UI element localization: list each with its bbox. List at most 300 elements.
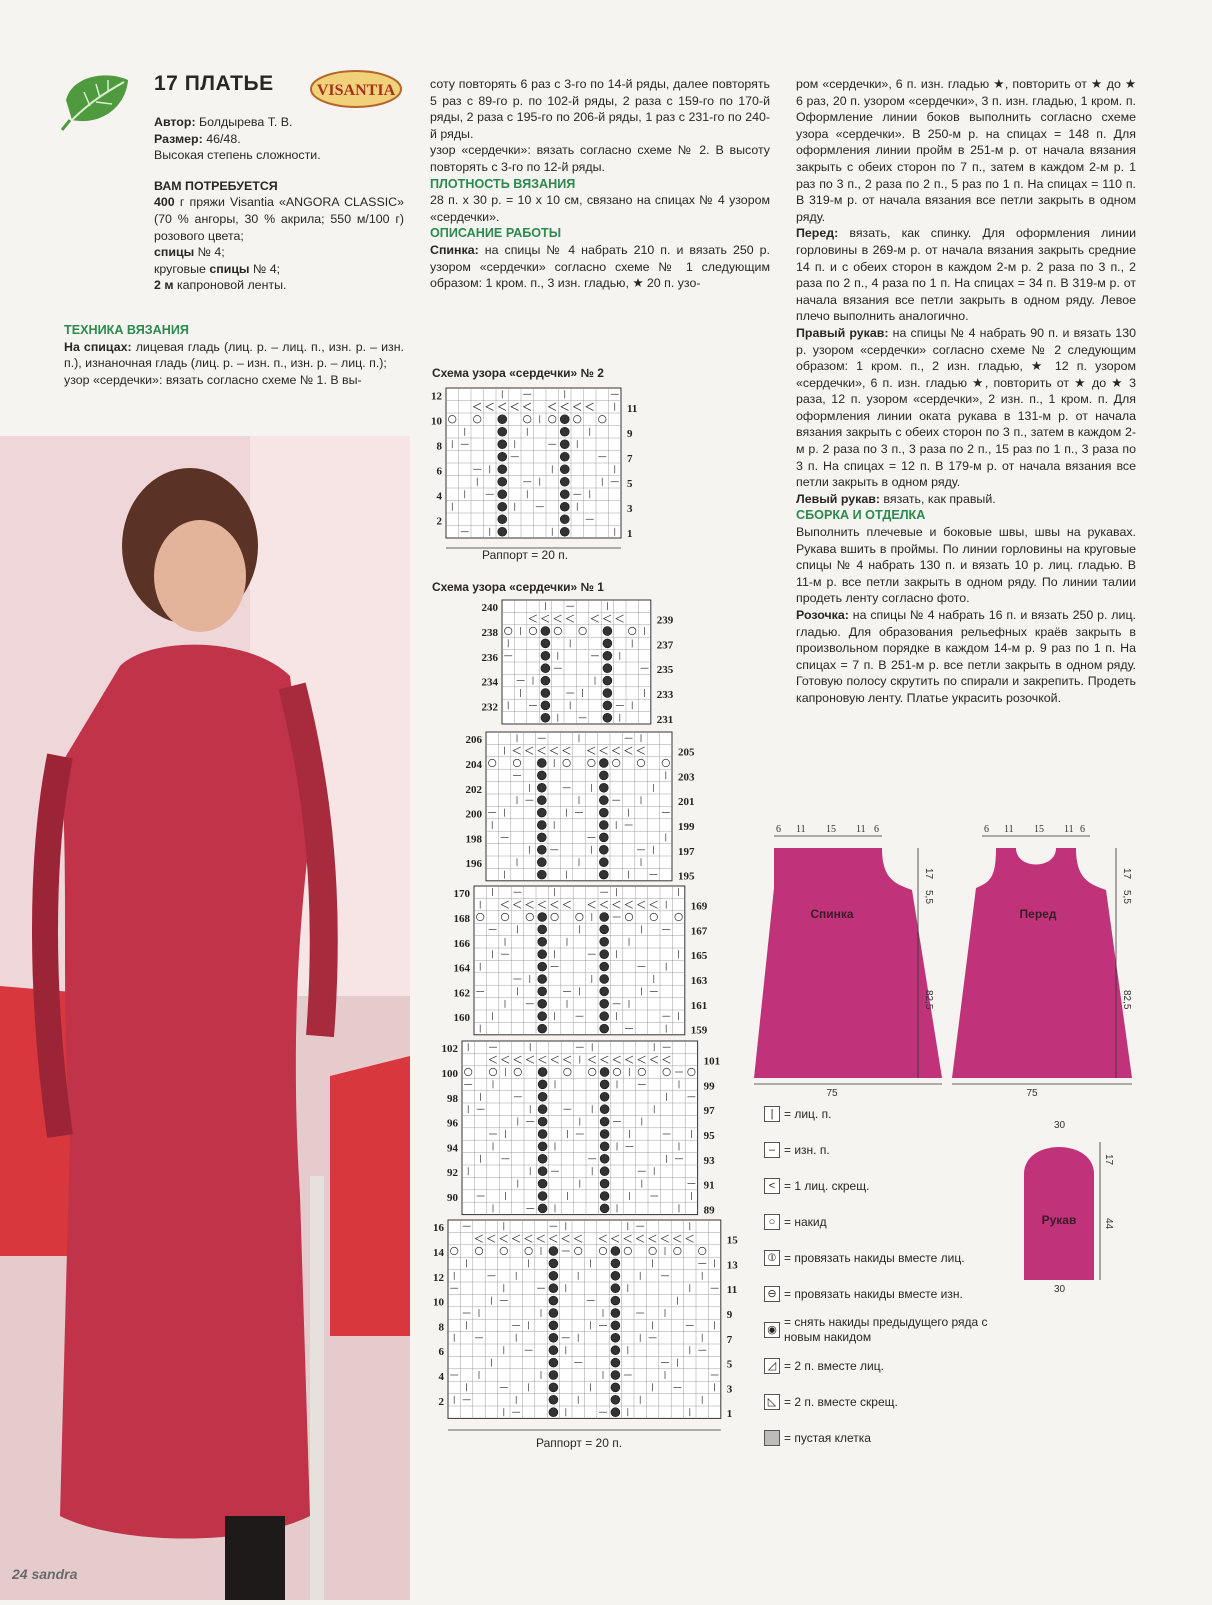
slip-yo-mark xyxy=(560,440,569,449)
chart1-row-label: 97 xyxy=(703,1105,715,1118)
slip-yo-mark xyxy=(538,999,547,1008)
legend-text: = провязать накиды вместе изн. xyxy=(784,1287,963,1301)
slip-yo-mark xyxy=(549,1247,558,1256)
slip-yo-mark xyxy=(537,858,546,867)
slip-yo-mark xyxy=(538,1080,547,1089)
front-schematic xyxy=(946,820,1152,1098)
slip-yo-mark xyxy=(549,1358,558,1367)
slip-yo-mark xyxy=(599,759,608,768)
slip-yo-mark xyxy=(537,783,546,792)
slip-yo-mark xyxy=(600,913,609,922)
slip-yo-mark xyxy=(549,1321,558,1330)
chart1-row-label: 92 xyxy=(447,1167,458,1180)
chart2 xyxy=(424,382,638,567)
column-1-text xyxy=(154,114,404,294)
slip-yo-mark xyxy=(537,808,546,817)
slip-yo-mark xyxy=(611,1309,620,1318)
slip-yo-mark xyxy=(498,527,507,536)
chart1-row-label: 101 xyxy=(703,1055,721,1068)
slip-yo-mark xyxy=(611,1395,620,1404)
model-photo xyxy=(0,436,410,1600)
chart1-row-label: 168 xyxy=(453,912,470,925)
slip-yo-mark xyxy=(560,452,569,461)
brand-logo xyxy=(310,68,402,110)
chart1-row-label: 238 xyxy=(481,626,498,639)
slip-yo-mark xyxy=(538,1204,547,1213)
chart2-repeat: Раппорт = 20 п. xyxy=(482,548,569,562)
chart1-row-label: 89 xyxy=(703,1204,715,1217)
sleeve-label-text: Рукав xyxy=(1041,1213,1077,1227)
slip-yo-mark xyxy=(538,1192,547,1201)
chart1-row-label: 235 xyxy=(656,664,674,677)
knit-yo-together-icon: ⦶ xyxy=(764,1250,780,1266)
slip-yo-mark xyxy=(611,1333,620,1342)
slip-yo-mark xyxy=(549,1271,558,1280)
chart2-row-label: 8 xyxy=(436,440,442,453)
chart1-row-label: 2 xyxy=(438,1395,444,1408)
slip-yo-mark xyxy=(599,771,608,780)
slip-yo-mark xyxy=(538,1167,547,1176)
slip-yo-mark xyxy=(538,1130,547,1139)
legend-row xyxy=(764,1132,1024,1168)
slip-yo-mark xyxy=(600,975,609,984)
density-text: 28 п. х 30 р. = 10 х 10 см, связано на спицах № 4 узором «сердечки». xyxy=(430,193,770,224)
chart1-row-label: 16 xyxy=(433,1222,444,1235)
legend-row xyxy=(764,1312,1024,1348)
yarn-over-icon: ○ xyxy=(764,1214,780,1230)
needles-label: спицы xyxy=(154,245,195,260)
slip-yo-mark xyxy=(603,651,612,660)
slip-yo-mark xyxy=(599,870,608,879)
back-dim-2: 11 xyxy=(796,824,806,835)
front-width: 75 xyxy=(1026,1088,1038,1099)
slip-yo-mark xyxy=(560,515,569,524)
back-side-3: 82,5 xyxy=(923,990,934,1010)
chart1-row-label: 240 xyxy=(481,602,498,615)
slip-yo-mark xyxy=(600,1092,609,1101)
slip-yo-mark xyxy=(611,1371,620,1380)
k2tog-tbl-icon: ◺ xyxy=(764,1394,780,1410)
chart1-row-label: 167 xyxy=(690,925,708,938)
slip-yo-mark xyxy=(538,913,547,922)
slip-yo-mark xyxy=(600,1080,609,1089)
needs-heading: ВАМ ПОТРЕБУЕТСЯ xyxy=(154,178,278,193)
chart1-row-label: 13 xyxy=(726,1259,738,1272)
circular-tail: № 4; xyxy=(249,261,281,276)
slip-yo-mark xyxy=(537,759,546,768)
slip-yo-mark xyxy=(611,1247,620,1256)
chart1-row-label: 199 xyxy=(678,820,695,833)
chart1-row-label: 161 xyxy=(690,999,708,1012)
chart1-row-label: 99 xyxy=(703,1080,715,1093)
slip-yo-mark xyxy=(549,1296,558,1305)
chart1-row-label: 232 xyxy=(481,701,498,714)
page-title: 17 ПЛАТЬЕ xyxy=(154,72,274,95)
chart1-row-label: 10 xyxy=(433,1296,444,1309)
slip-yo-mark xyxy=(538,1024,547,1033)
chart1-row-label: 162 xyxy=(453,987,470,1000)
legend xyxy=(764,1096,1024,1456)
legend-text: = 2 п. вместе скрещ. xyxy=(784,1395,898,1409)
slip-yo-mark xyxy=(498,502,507,511)
chart1-row-label: 205 xyxy=(678,746,695,759)
chart2-row-label: 1 xyxy=(627,527,633,540)
back-dim-4: 11 xyxy=(856,824,866,835)
chart1-row-label: 166 xyxy=(453,937,470,950)
slip-yo-mark xyxy=(560,427,569,436)
slip-yo-mark xyxy=(560,465,569,474)
ribbon-amount: 2 м xyxy=(154,278,174,293)
chart1-row-label: 231 xyxy=(656,713,674,726)
chart1-row-label: 233 xyxy=(656,688,674,701)
slip-yo-mark xyxy=(600,1117,609,1126)
chart1-row-label: 7 xyxy=(726,1333,733,1346)
rose-label: Розочка: xyxy=(796,608,849,622)
slip-yo-mark xyxy=(538,950,547,959)
slip-yo-mark xyxy=(549,1284,558,1293)
slip-yo-mark xyxy=(538,1068,547,1077)
slip-yo-mark xyxy=(599,821,608,830)
slip-yo-mark xyxy=(541,689,550,698)
empty-cell-icon xyxy=(764,1430,780,1446)
slip-yo-mark xyxy=(549,1333,558,1342)
back-side-2: 5,5 xyxy=(923,890,934,904)
slip-yo-mark xyxy=(600,962,609,971)
chart2-row-label: 6 xyxy=(436,465,442,478)
slip-yo-mark xyxy=(600,987,609,996)
slip-yo-mark xyxy=(599,783,608,792)
size-label: Размер: xyxy=(154,131,203,146)
legend-text: = лиц. п. xyxy=(784,1107,832,1121)
slip-yo-mark xyxy=(611,1383,620,1392)
chart1-grid xyxy=(424,598,754,1444)
legend-text: = 2 п. вместе лиц. xyxy=(784,1359,884,1373)
work-heading: ОПИСАНИЕ РАБОТЫ xyxy=(430,226,562,241)
sleeve-side-1: 17 xyxy=(1103,1154,1114,1166)
author-value: Болдырева Т. В. xyxy=(199,115,293,129)
chart1-row-label: 163 xyxy=(690,974,708,987)
slip-yo-mark xyxy=(541,713,550,722)
chart2-row-label: 4 xyxy=(436,490,442,503)
slip-yo-mark xyxy=(541,627,550,636)
slip-yo-mark xyxy=(599,858,608,867)
chart1-row-label: 91 xyxy=(703,1179,715,1192)
chart2-row-label: 11 xyxy=(627,402,638,415)
slip-yo-mark xyxy=(498,477,507,486)
slip-yo-mark xyxy=(549,1395,558,1404)
slip-yo-mark xyxy=(498,452,507,461)
slip-yo-mark xyxy=(599,796,608,805)
front-side-2: 5,5 xyxy=(1121,890,1132,904)
slip-yo-mark xyxy=(538,987,547,996)
chart1-row-label: 236 xyxy=(481,651,498,664)
chart1-row-label: 239 xyxy=(656,614,674,627)
slip-yo-mark xyxy=(600,925,609,934)
technique-section xyxy=(64,322,404,388)
slip-yo-mark xyxy=(603,664,612,673)
slip-yo-mark xyxy=(498,440,507,449)
sleeve-top-width: 30 xyxy=(1054,1120,1066,1131)
slip-yo-mark xyxy=(600,1204,609,1213)
chart2-row-label: 9 xyxy=(627,427,633,440)
legend-row xyxy=(764,1096,1024,1132)
chart1-row-label: 93 xyxy=(703,1154,715,1167)
chart1-row-label: 3 xyxy=(726,1383,733,1396)
slip-yo-mark xyxy=(549,1371,558,1380)
slip-yo-mark xyxy=(600,1068,609,1077)
slip-yo-mark xyxy=(603,701,612,710)
front-dim-3: 15 xyxy=(1034,824,1044,835)
front-dim-4: 11 xyxy=(1064,824,1074,835)
chart1-row-label: 12 xyxy=(433,1271,444,1284)
slip-yo-mark xyxy=(600,1154,609,1163)
ribbon-text: капроновой ленты. xyxy=(173,278,287,293)
chart1-row-label: 200 xyxy=(465,808,482,821)
slip-yo-mark xyxy=(560,502,569,511)
chart1-row-label: 102 xyxy=(441,1043,458,1056)
slip-yo-mark xyxy=(560,477,569,486)
slip-yo-mark xyxy=(538,962,547,971)
left-sleeve-label: Левый рукав: xyxy=(796,491,880,506)
chart1-row-label: 6 xyxy=(438,1346,444,1359)
legend-row xyxy=(764,1384,1024,1420)
column-3-text xyxy=(796,76,1136,707)
chart1-row-label: 4 xyxy=(438,1370,444,1383)
chart2-title: Схема узора «сердечки» № 2 xyxy=(432,366,604,380)
brand-text: VISANTIA xyxy=(316,82,396,99)
slip-yo-mark xyxy=(498,515,507,524)
legend-row xyxy=(764,1348,1024,1384)
column-2-text xyxy=(430,76,770,292)
chart1 xyxy=(424,598,754,1444)
slip-yo-mark xyxy=(549,1309,558,1318)
legend-row xyxy=(764,1204,1024,1240)
slip-yo-mark xyxy=(560,490,569,499)
sleeve-bottom-width: 30 xyxy=(1054,1284,1066,1295)
col2-p2: узор «сердечки»: вязать согласно схеме № 2. В высоту повторять с 3-го по 12-й ряды. xyxy=(430,143,770,174)
slip-yo-mark xyxy=(498,427,507,436)
slip-yo-mark xyxy=(611,1284,620,1293)
back-dim-5: 6 xyxy=(874,824,879,835)
yarn-weight: 400 xyxy=(154,195,175,210)
slip-yo-mark xyxy=(560,527,569,536)
back-dim-3: 15 xyxy=(826,824,836,835)
chart1-row-label: 237 xyxy=(656,639,674,652)
back-schematic xyxy=(746,820,952,1098)
slip-yo-mark xyxy=(599,833,608,842)
slip-yo-mark xyxy=(538,1154,547,1163)
technique-pattern1: узор «сердечки»: вязать согласно схеме № 1. В вы- xyxy=(64,372,362,387)
technique-heading: ТЕХНИКА ВЯЗАНИЯ xyxy=(64,323,189,337)
slip-yo-mark xyxy=(549,1346,558,1355)
author-label: Автор: xyxy=(154,115,196,129)
slip-yo-mark xyxy=(600,937,609,946)
slip-yo-mark xyxy=(541,676,550,685)
slip-yo-mark xyxy=(611,1408,620,1417)
chart1-row-label: 170 xyxy=(453,888,470,901)
chart1-row-label: 90 xyxy=(447,1191,458,1204)
leaf-icon xyxy=(62,70,134,132)
slip-yo-mark xyxy=(600,1130,609,1139)
slip-yo-mark xyxy=(600,1024,609,1033)
front-side-1: 17 xyxy=(1121,868,1132,880)
slip-yo-mark xyxy=(600,999,609,1008)
chart1-row-label: 100 xyxy=(441,1067,458,1080)
chart1-row-label: 198 xyxy=(465,833,482,846)
left-sleeve-text: вязать, как правый. xyxy=(879,491,996,506)
slip-yo-mark xyxy=(537,845,546,854)
slip-yo-mark xyxy=(600,1192,609,1201)
back-side-1: 17 xyxy=(923,868,934,880)
chart1-row-label: 165 xyxy=(690,950,708,963)
slip-yo-mark xyxy=(549,1408,558,1417)
knit-icon: | xyxy=(764,1106,780,1122)
slip-yo-mark xyxy=(498,415,507,424)
chart2-row-label: 12 xyxy=(431,390,442,403)
size-value: 46/48. xyxy=(206,131,241,146)
chart2-row-label: 5 xyxy=(627,477,633,490)
chart1-row-label: 197 xyxy=(678,845,695,858)
slip-yo-mark xyxy=(603,713,612,722)
slip-yo-mark xyxy=(600,1012,609,1021)
front-dim-2: 11 xyxy=(1004,824,1014,835)
slip-yo-mark xyxy=(549,1259,558,1268)
slip-yo-mark xyxy=(537,833,546,842)
chart1-row-label: 5 xyxy=(726,1358,733,1371)
chart2-row-label: 3 xyxy=(627,502,633,515)
back-label-text: Спинка xyxy=(810,907,854,921)
slip-yo-mark xyxy=(603,639,612,648)
assembly-heading: СБОРКА И ОТДЕЛКА xyxy=(796,508,926,523)
chart1-row-label: 11 xyxy=(726,1284,738,1297)
back-dim-1: 6 xyxy=(776,824,781,835)
needles-text: № 4; xyxy=(194,245,225,260)
front-dim-5: 6 xyxy=(1080,824,1085,835)
chart1-row-label: 15 xyxy=(726,1234,738,1247)
slip-yo-mark xyxy=(537,796,546,805)
chart1-repeat: Раппорт = 20 п. xyxy=(536,1436,623,1450)
slip-yo-mark xyxy=(600,1142,609,1151)
slip-yo-mark xyxy=(538,925,547,934)
slip-yo-mark xyxy=(560,415,569,424)
slip-yo-mark xyxy=(611,1259,620,1268)
slip-yo-mark xyxy=(538,937,547,946)
assembly-text: Выполнить плечевые и боковые швы, швы на рукавах. Рукава вшить в проймы. По линии горловины на круговые спицы № 4 набрать 130 п. и вязать 10 р. лиц. гладью. В 11-м р. все петли закрыть в одном ряду. По линии талии продеть ленту согласно фото. xyxy=(796,525,1136,606)
chart1-row-label: 14 xyxy=(433,1246,444,1259)
chart1-row-label: 8 xyxy=(438,1321,444,1334)
right-sleeve-text: на спицы № 4 набрать 90 п. и вязать 130 р. узором «сердечки» согласно схеме № 2 следующим образом: 1 кром. п., 2 изн. гладью, ★ 12 п. узором «сердечки», 6 п. изн. гладью ★, повторить от ★ до ★ 3 раза, 12 п. узором «сердечки», 2 изн. п., 1 кром. п. Для оформления линии оката рукава в 131-м р. от начала вязания закрыть с обеих сторон по 3 п., затем в каждом 2-м р. 2 раза по 3 п., 3 раза по 2 п., 15 раз по 1 п., 3 раза по 3 п. На спицах = 12 п. В 179-м р. от начала вязания все петли закрыть в одном ряду. xyxy=(796,325,1136,490)
front-text: вязать, как спинку. Для оформления линии горловины в 269-м р. от начала вязания закрыть средние 14 п. и с обеих сторон в каждом 2-м р. 2 раза по 3 п., 2 раза по 2 п., 4 раза по 1 п. На спицах = 34 п. В 319-м р. от начала вязания все петли закрыть в одном ряду. Левое плечо выполнить аналогично. xyxy=(796,226,1136,324)
chart1-title: Схема узора «сердечки» № 1 xyxy=(432,580,604,594)
slip-yo-mark xyxy=(537,771,546,780)
slip-yo-mark xyxy=(537,821,546,830)
chart1-row-label: 164 xyxy=(453,962,470,975)
rose-text: на спицы № 4 набрать 16 п. и вязать 250 р. лиц. гладью. Для образования рельефных краёв закрыть в произвольном порядке в каждом 14-м р. 9 раз по 1 п. На спицах = 7 п. В 251-м р. все петли закрыть в одном ряду. Готовую полосу скрутить по спирали и закрепить. Продеть капроновую ленту. Платье украсить розочкой. xyxy=(796,608,1136,705)
legend-row xyxy=(764,1420,1024,1456)
chart2-row-label: 10 xyxy=(431,415,442,428)
front-label-text: Перед xyxy=(1019,907,1057,921)
slip-yo-mark xyxy=(541,639,550,648)
slip-yo-mark xyxy=(549,1383,558,1392)
slip-yo-mark xyxy=(541,651,550,660)
chart1-row-label: 203 xyxy=(678,771,695,784)
slip-yo-mark xyxy=(541,664,550,673)
slip-yo-mark xyxy=(599,808,608,817)
col3-p1: ром «сердечки», 6 п. изн. гладью ★, повторить от ★ до ★ 6 раз, 20 п. узором «сердечки», 3 п. изн. гладью, 1 кром. п. Оформление линии боков выполнить согласно схеме узора «сердечки». В 250-м р. на спицах = 148 п. Для оформления линии пройм в 251-м р. от начала вязания закрыть с обеих сторон по 7 п., затем в каждом 2-м р. 1 раз по 3 п., 2 раза по 2 п., 5 раз по 1 п. На спицах = 110 п. В 319-м р. от начала вязания все петли закрыть в одном ряду. xyxy=(796,77,1136,224)
purl-icon: – xyxy=(764,1142,780,1158)
difficulty: Высокая степень сложности. xyxy=(154,148,321,163)
legend-row xyxy=(764,1168,1024,1204)
chart1-row-label: 96 xyxy=(447,1117,458,1130)
page-footer xyxy=(12,1566,77,1582)
slip-yo-mark xyxy=(538,1105,547,1114)
slip-yo-mark xyxy=(603,689,612,698)
chart1-row-label: 206 xyxy=(465,734,482,747)
legend-text: = изн. п. xyxy=(784,1143,830,1157)
legend-text: = 1 лиц. скрещ. xyxy=(784,1179,870,1193)
slip-yo-mark xyxy=(611,1296,620,1305)
col2-p1: соту повторять 6 раз с 3-го по 14-й ряды, далее повторять 5 раз с 89-го р. по 102-й ряды, 2 раза с 159-го по 170-й ряды, 2 раза с 195-го по 206-й ряды, 1 раз с 231-го по 240-й ряды. xyxy=(430,77,770,141)
sleeve-side-2: 44 xyxy=(1103,1218,1114,1230)
chart1-row-label: 94 xyxy=(447,1142,458,1155)
chart1-row-label: 196 xyxy=(465,858,482,871)
back-label: Спинка: xyxy=(430,242,479,257)
slip-yo-mark xyxy=(538,975,547,984)
slip-yo-mark xyxy=(603,676,612,685)
slip-yo-mark xyxy=(538,1012,547,1021)
technique-needles-text: лицевая гладь (лиц. р. – лиц. п., изн. р. – изн. п.), изнаночная гладь (лиц. р. – изн. п., изн. р. – лиц. п.); xyxy=(64,339,405,371)
front-label: Перед: xyxy=(796,226,839,241)
chart2-row-label: 2 xyxy=(436,515,442,528)
slip-yo-mark xyxy=(538,1117,547,1126)
slip-yo-mark xyxy=(611,1346,620,1355)
purl-yo-together-icon: ⊖ xyxy=(764,1286,780,1302)
cross-knit-icon: < xyxy=(764,1178,780,1194)
slip-yo-mark xyxy=(611,1271,620,1280)
slip-yo-mark xyxy=(538,1092,547,1101)
slip-yo-mark xyxy=(600,1105,609,1114)
front-side-3: 82,5 xyxy=(1121,990,1132,1010)
slip-yo-mark xyxy=(538,1179,547,1188)
chart2-grid xyxy=(424,382,638,567)
slip-yo-mark xyxy=(600,950,609,959)
legend-text: = провязать накиды вместе лиц. xyxy=(784,1251,965,1265)
chart1-row-label: 234 xyxy=(481,676,498,689)
chart1-row-label: 1 xyxy=(726,1408,733,1421)
slip-yo-mark xyxy=(538,1142,547,1151)
circular-text: круговые xyxy=(154,261,210,276)
slip-yo-mark xyxy=(599,845,608,854)
back-width: 75 xyxy=(826,1088,838,1099)
chart1-row-label: 160 xyxy=(453,1012,470,1025)
chart1-row-label: 169 xyxy=(690,900,708,913)
k2tog-icon: ◿ xyxy=(764,1358,780,1374)
chart1-row-label: 9 xyxy=(726,1308,733,1321)
chart1-row-label: 159 xyxy=(690,1024,708,1037)
density-heading: ПЛОТНОСТЬ ВЯЗАНИЯ xyxy=(430,176,576,191)
legend-text: = снять накиды предыдущего ряда с новым накидом xyxy=(784,1315,988,1344)
technique-needles-label: На спицах: xyxy=(64,339,132,354)
legend-text: = накид xyxy=(784,1215,827,1229)
legend-row xyxy=(764,1276,1024,1312)
slip-yo-mark xyxy=(498,490,507,499)
legend-text: = пустая клетка xyxy=(784,1431,871,1445)
circular-label: спицы xyxy=(209,261,250,276)
front-dim-1: 6 xyxy=(984,824,989,835)
chart1-row-label: 204 xyxy=(465,758,482,771)
slip-yo-mark xyxy=(600,1179,609,1188)
slip-yo-mark xyxy=(498,465,507,474)
